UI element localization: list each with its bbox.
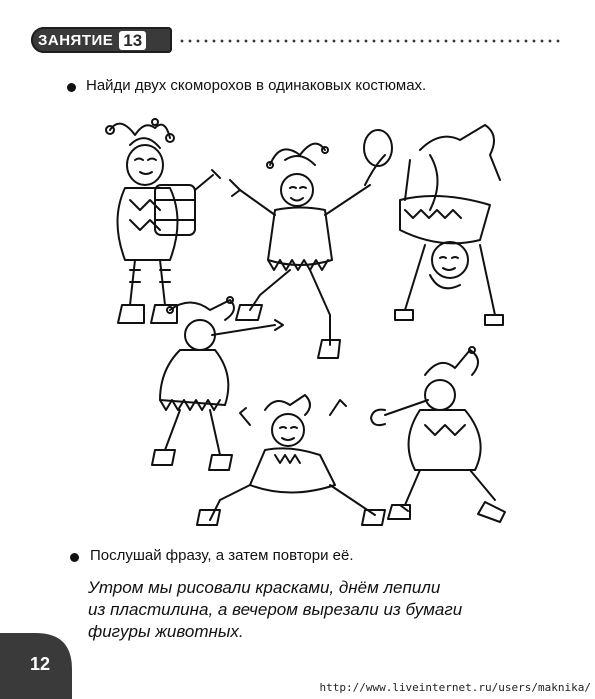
- jester-figure: [230, 130, 392, 358]
- lesson-header-tab: [31, 27, 172, 53]
- phrase-to-repeat: [88, 577, 528, 643]
- bullet-icon: [70, 553, 79, 562]
- page-number: 12: [30, 654, 51, 674]
- watermark-url: http://www.liveinternet.ru/users/maknika/: [319, 681, 591, 694]
- jester-figure: [371, 347, 505, 522]
- phrase-line: фигуры животных.: [88, 622, 244, 641]
- jester-figure: [395, 125, 503, 325]
- phrase-line: Утром мы рисовали красками, днём лепили: [88, 578, 441, 597]
- jesters-illustration: [100, 110, 530, 540]
- header-dotted-line: [178, 39, 562, 43]
- lesson-label: ЗАНЯТИЕ: [38, 31, 114, 49]
- task-2-instruction: Послушай фразу, а затем повтори её.: [90, 547, 354, 564]
- phrase-line: из пластилина, а вечером вырезали из бумаги: [88, 600, 463, 619]
- jester-figure: [106, 119, 220, 323]
- lesson-number: 13: [119, 31, 146, 50]
- bullet-icon: [67, 83, 76, 92]
- jester-figure: [197, 395, 385, 525]
- task-1-instruction: Найди двух скоморохов в одинаковых костюмах.: [86, 77, 427, 94]
